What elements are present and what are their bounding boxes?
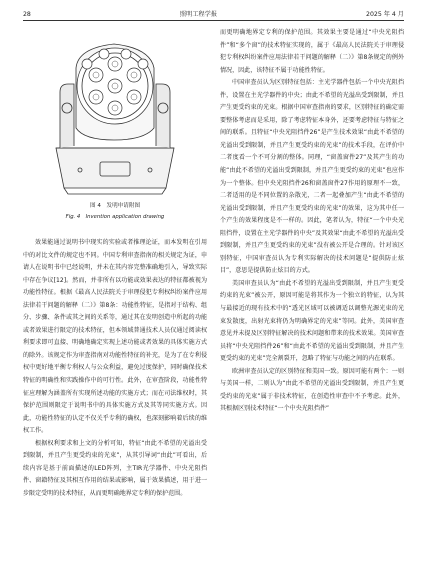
- page-header: [23, 6, 404, 18]
- invention-drawing: [34, 28, 194, 198]
- figure-caption-en: Fig. 4 Invention application drawing: [65, 214, 165, 220]
- issue-date: 2025 年 4 月: [366, 11, 404, 18]
- paragraph: 美国审查员认为“由此不希望的光溢出受到限制，并且产生更受约束的光束”被公开，原因可能是将其作为一个独立的特征，认为其与最接近的现有技术中的“透光区域可以被调适以调整光源光束的光束发散度，出射光束将仍为明确界定的光束”等同。此外，美国审查意见并未提及区别特征解决的技术问题和带来的技术效果。美国审查员将“中央光阻挡件26”和“由此不希望的光溢出受到限制，并且产生更受约束的光束”完全割裂开，忽略了特征与功能之间的内在联系。: [220, 279, 404, 363]
- right-column: [220, 27, 404, 416]
- paragraph: 中国审查员认为区别特征包括：主光学器件包括一个中央光阻挡件，设置在主光学器件的中央；由此不希望的光溢出受到限制，并且产生更受约束的光束。根据中国审查指南的要求，区别特征的确定需要整体考虑而是采用，除了考虑特征本身外，还要考虑特征与特征之间的联系。且特征“中央光阻挡件26”是产生技术效果“由此不希望的光溢出受到限制，并且产生更受约束的光束”的技术手段，在评价中二者度看一个不可分割的整体。同理，“窗盖窗件27”及其产生的功能“由此不希望的光溢出受到限制，并且产生更受约束的光束”也应作为一个整体。但中央光阻挡件26和窗盖窗件27作用的原理不一致，二者适用的是不同位置的杂散光，二者一起叠加产生“由此不希望的光溢出受到限制，并且产生更受约束的光束”的效果，这为其中任一个产生的效果程度是不一样的。因此，笔者认为，特征“一个中央光阻挡件，设置在主光学器件的中央”及其效果“由此不希望的光溢出受到限制，并且产生更受约束的光束”没有被公开是合理的。针对该区别特征，中国审查员认为专利实际解决的技术问题是“提供防止炫目”，意思是提供防止炫目的方式。: [220, 79, 404, 275]
- left-column: [23, 237, 207, 500]
- paragraph: 欧洲审查员认定的区别特征和美国一致。原因可能有两个：一则与美国一样，二则认为“由此不希望的光溢出受到限制，并且产生更受约束的光束”属于非技术特征，在创造性审查中不予考虑。此外，其根据区别技术特征“一个中央光阻挡件”: [220, 367, 404, 413]
- paragraph: 根据权利要求和上文的分析可知，特征“由此不希望的光溢出受到限制，并且产生更受约束的光束”，从其引导词“由此”可看出，后续内容是基于前面描述的LED阵列，主TIR光学器件、中央光阻挡件、窗籍特征及其相互作用的结果或影响，属于效果描述，用于进一步限定受明的技术特征，从而更明确地界定专利的保护范围。: [23, 439, 207, 497]
- paragraph: 效果能通过说明书中现实的实验或者推理论证，而本发明在引用中的对比文件的规定也不同。中国专利审查指南的相关规定为证，申请人在说明书中已经说明，并未在其内容完整准确地引入，导致实际中存在争议[12]。然而，并非所有以功能或效果表达的特征都被视为功能性特征。根据《最高人民法院关于审理侵犯专利权纠纷案件应用法律若干问题的解释（二）》第8条：功能性特征，是指对于结构、组分、步骤、条件或其之间的关系等，通过其在发明创造中所起的功能或者效果进行限定的技术特征，但本领域普通技术人员仅通过阅读权利要求即可直接、明确地确定实现上述功能或者效果的具体实施方式的除外。该规定作为审查指南对功能性特征的补充，是为了在专利侵权中更好地平衡专利权人与公众利益，避免过度保护，同时确保技术特征的明确性和实践操作中的可行性。此外，在审查阶段，功能性特征应理解为涵盖所有实现所述功能的实施方式；而在司法维权时，其保护范围则限定于说明书中的具体实施方式及其等同实施方式。因此，功能性特征的认定不仅关乎专利的确权，也深刻影响着后续的维权工作。: [23, 239, 207, 435]
- page-number: 28: [23, 11, 31, 18]
- header-rule: [23, 20, 404, 21]
- journal-title: 照明工程学报: [179, 11, 218, 18]
- luminaire-illustration: [34, 28, 194, 198]
- paragraph: 而更明确地界定专利的保护范围。其效果主要是通过“中央光阻挡件”和“多个窗”的技术特征实现的，属于《最高人民法院关于审理侵犯专利权纠纷案件应用法律若干问题的解释（二）》第8条规定的例外情况，因此，该特征不属于功能性特征。: [220, 29, 404, 74]
- figure-caption-cn: 图 4 发明申请附图: [89, 203, 141, 209]
